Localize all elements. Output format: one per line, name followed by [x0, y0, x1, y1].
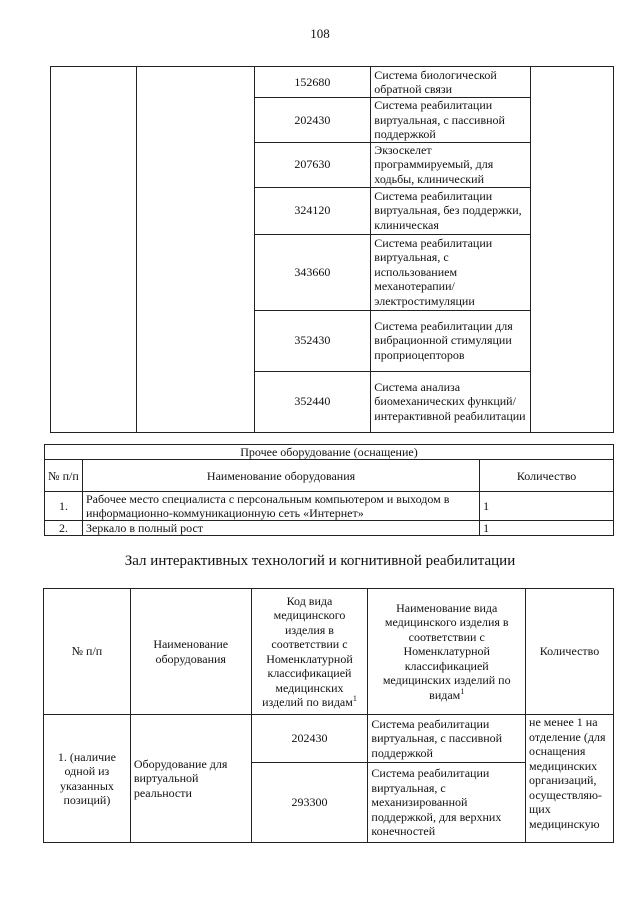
name-cell: Система реабилитации виртуальная, с использованием механотерапии/ электростимуляции	[371, 234, 531, 310]
header-name: Наименование оборудования	[82, 460, 479, 492]
row-qty: 1	[480, 521, 614, 536]
equipment-table-continued	[50, 66, 614, 433]
code-cell: 202430	[254, 98, 371, 143]
row-name: Рабочее место специалиста с персональным компьютером и выходом в информационно-коммуникационную сеть «Интернет»	[82, 492, 479, 521]
name-cell: Система реабилитации виртуальная, с пассивной поддержкой	[371, 98, 531, 143]
header-num: № п/п	[44, 589, 131, 715]
table-row	[45, 521, 614, 536]
code-cell: 207630	[254, 142, 371, 187]
header-qty: Количество	[480, 460, 614, 492]
table-header-row	[45, 460, 614, 492]
name-cell: Система анализа биомеханических функций/интерактивной реабилитации	[371, 371, 531, 432]
header-equipment: Наименование оборудования	[130, 589, 251, 715]
vr-equipment-table	[43, 588, 614, 843]
name-cell: Система реабилитации виртуальная, с механизированной поддержкой, для верхних конечностей	[368, 763, 526, 843]
name-cell: Система биологической обратной связи	[371, 67, 531, 98]
table-row	[45, 492, 614, 521]
table-header-row	[44, 589, 614, 715]
row-num: 1. (наличие одной из указанных позиций)	[44, 715, 131, 843]
row-num: 1.	[45, 492, 83, 521]
section-heading: Зал интерактивных технологий и когнитивной реабилитации	[124, 553, 516, 569]
footnote-mark: 1	[352, 694, 357, 703]
row-equipment: Оборудование для виртуальной реальности	[130, 715, 251, 843]
row-num: 2.	[45, 521, 83, 536]
code-cell: 324120	[254, 187, 371, 234]
table-title: Прочее оборудование (оснащение)	[45, 445, 614, 460]
empty-cell	[531, 67, 614, 433]
empty-cell	[51, 67, 137, 433]
name-cell: Система реабилитации для вибрационной стимуляции проприоцепторов	[371, 310, 531, 371]
empty-cell	[136, 67, 254, 433]
header-kind	[368, 589, 526, 715]
code-cell: 293300	[251, 763, 368, 843]
row-name: Зеркало в полный рост	[82, 521, 479, 536]
table-title-row	[45, 445, 614, 460]
table-row	[44, 715, 614, 763]
footnote-mark: 1	[460, 686, 465, 696]
code-cell: 152680	[254, 67, 371, 98]
header-code-text: Код вида медицинского изделия в соответствии с Номенклатурной классификацией медицинских изделий по видам	[262, 593, 353, 709]
name-cell: Экзоскелет программируемый, для ходьбы, клинический	[371, 142, 531, 187]
name-cell: Система реабилитации виртуальная, без поддержки, клиническая	[371, 187, 531, 234]
code-cell: 202430	[251, 715, 368, 763]
name-cell: Система реабилитации виртуальная, с пассивной поддержкой	[368, 715, 526, 763]
row-qty: не менее 1 на отделение (для оснащения медицинских организаций, осуществляю- щих медицинскую	[526, 715, 614, 843]
header-qty: Количество	[526, 589, 614, 715]
header-num: № п/п	[45, 460, 83, 492]
header-code	[251, 589, 368, 715]
other-equipment-table	[44, 444, 614, 536]
row-qty: 1	[480, 492, 614, 521]
table-row	[51, 67, 614, 98]
page-number: 108	[310, 26, 330, 41]
code-cell: 352430	[254, 310, 371, 371]
header-kind-text: Наименование вида медицинского изделия в соответствии с Номенклатурной классификацией медицинских изделий по видам	[382, 600, 511, 702]
code-cell: 352440	[254, 371, 371, 432]
code-cell: 343660	[254, 234, 371, 310]
